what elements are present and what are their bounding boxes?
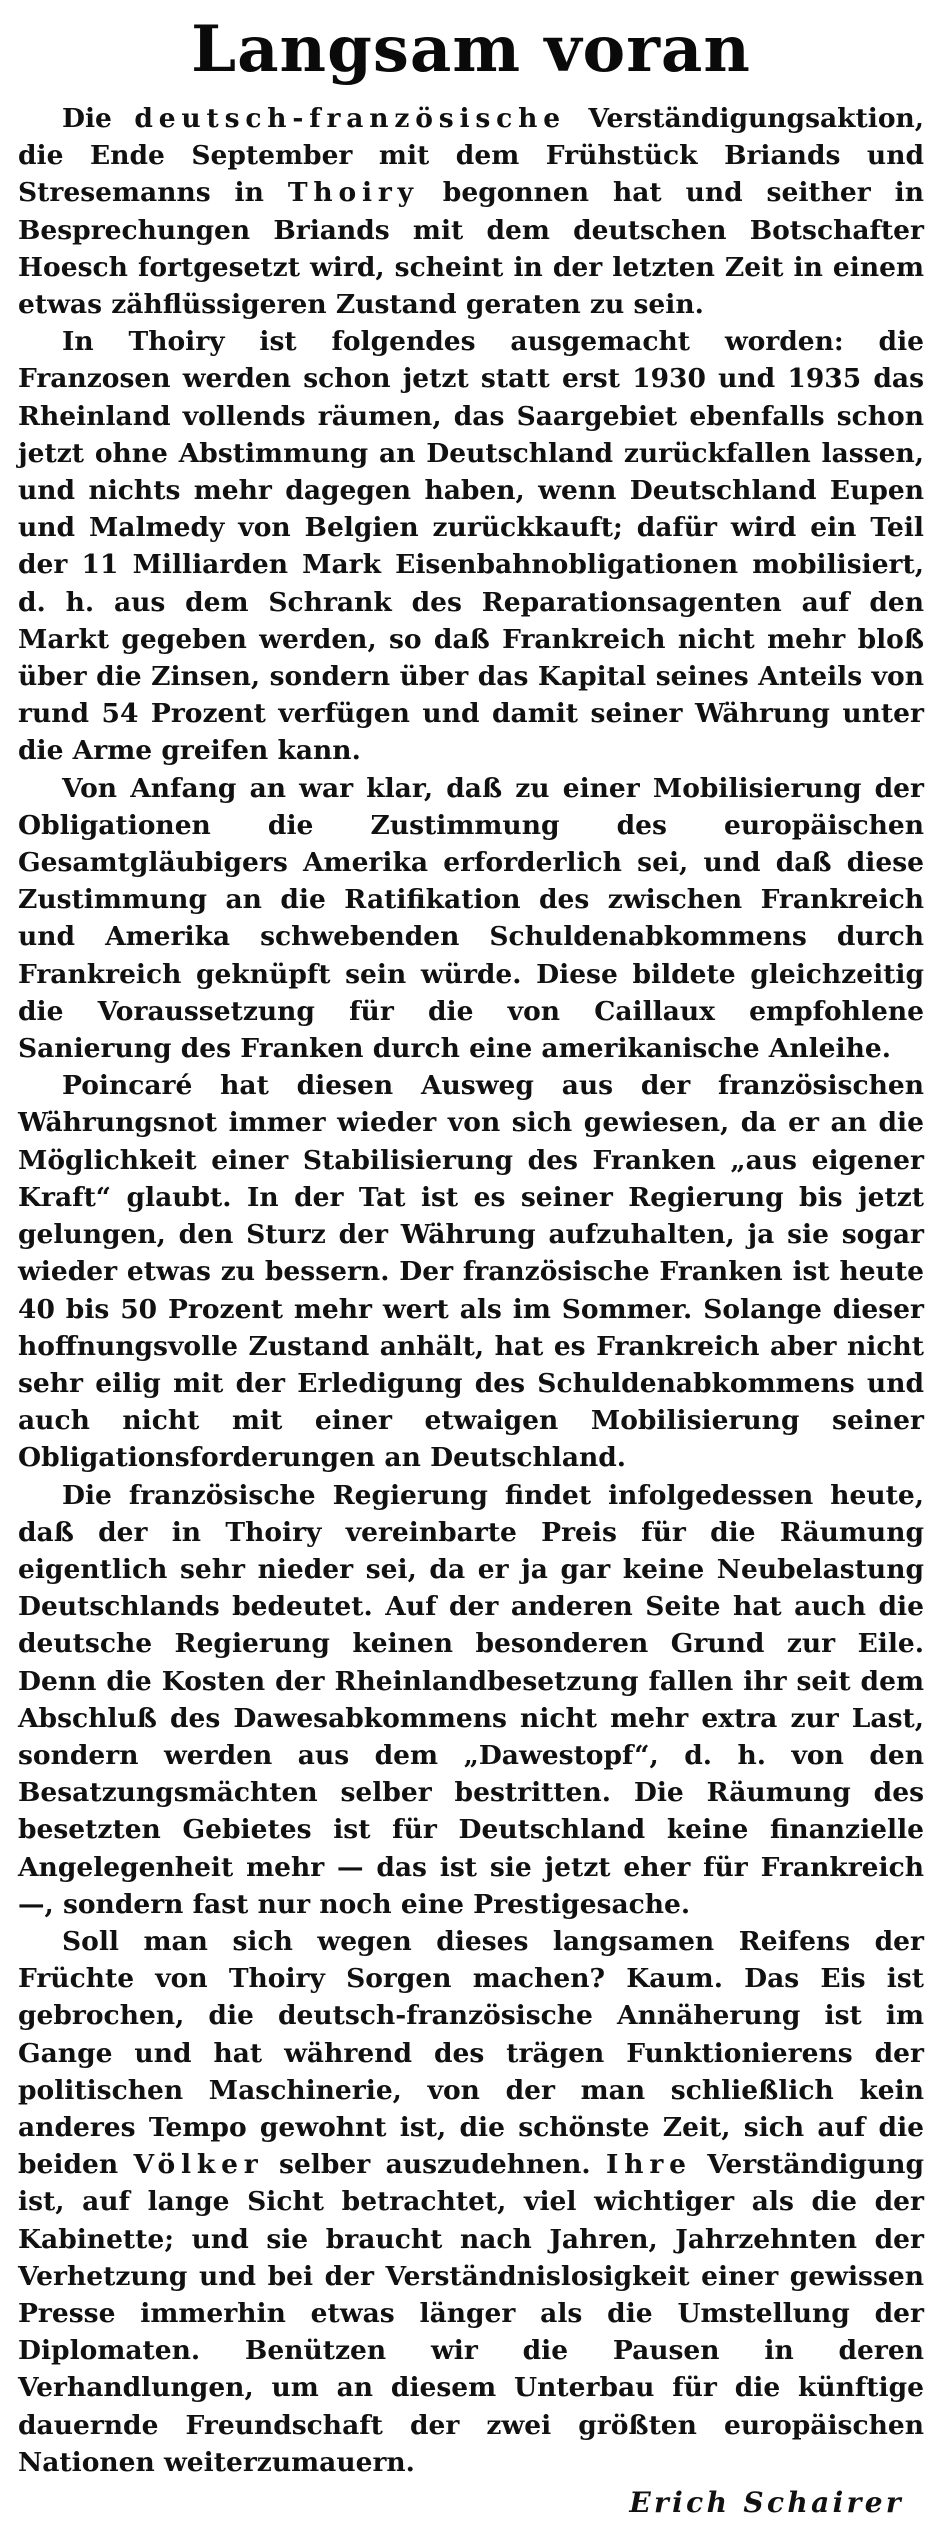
article-paragraph <box>18 323 924 769</box>
paragraph-text: Soll man sich wegen dieses langsamen Reifens der Früchte von Thoiry Sorgen machen? Kaum. Das Eis ist gebrochen, die deutsch-französische Annäherung ist im Gange und hat während des trägen Funktionierens der politischen Maschinerie, von der man schließlich kein anderes Tempo gewohnt ist, die schönste Zeit, sich auf die beiden <box>18 1925 924 2181</box>
paragraph-text: Die französische Regierung findet infolgedessen heute, daß der in Thoiry vereinbarte Preis für die Räumung eigentlich sehr nieder sei, da er ja gar keine Neubelastung Deutschlands bedeutet. Auf der anderen Seite hat auch die deutsche Regierung keinen besonderen Grund zur Eile. Denn die Kosten der Rheinlandbesetzung fallen ihr seit dem Abschluß des Dawesabkommens nicht mehr extra zur Last, sondern werden aus dem „Dawestopf“, d. h. von den Besatzungsmächten selber bestritten. Die Räumung des besetzten Gebietes ist für Deutschland keine finanzielle Angelegenheit mehr — das ist sie jetzt eher für Frankreich —, sondern fast nur noch eine Prestigesache. <box>18 1479 924 1920</box>
emphasized-spaced-text: Ihre <box>606 2149 692 2181</box>
paragraph-text: Verständigung ist, auf lange Sicht betrachtet, viel wichtiger als die der Kabinette; und sie braucht nach Jahren, Jahrzehnten der Verhetzung und bei der Verständnislosigkeit einer gewissen Presse immerhin etwas länger als die Umstellung der Diplomaten. Benützen wir die Pausen in deren Verhandlungen, um an diesem Unterbau für die künftige dauernde Freundschaft der zwei größten europäischen Nationen weiterzumauern. <box>18 2149 925 2478</box>
paragraph-text: Poincaré hat diesen Ausweg aus der französischen Währungsnot immer wieder von sich gewiesen, da er an die Möglichkeit einer Stabilisierung des Franken „aus eigener Kraft“ glaubt. In der Tat ist es seiner Regierung bis jetzt gelungen, den Sturz der Währung aufzuhalten, ja sie sogar wieder etwas zu bessern. Der französische Franken ist heute 40 bis 50 Prozent mehr wert als im Sommer. Solange dieser hoffnungsvolle Zustand anhält, hat es Frankreich aber nicht sehr eilig mit der Erledigung des Schuldenabkommens und auch nicht mit einer etwaigen Mobilisierung seiner Obligationsforderungen an Deutschland. <box>18 1070 924 1474</box>
article-paragraph <box>18 1067 924 1476</box>
paragraph-text: Von Anfang an war klar, daß zu einer Mobilisierung der Obligationen die Zustimmung des europäischen Gesamtgläubigers Amerika erforderlich sei, und daß diese Zustimmung an die Ratifikation des zwischen Frankreich und Amerika schwebenden Schuldenabkommens durch Frankreich geknüpft sein würde. Diese bildete gleichzeitig die Voraussetzung für die von Caillaux empfohlene Sanierung des Franken durch eine amerikanische Anleihe. <box>18 772 924 1065</box>
article-headline: Langsam voran <box>191 12 751 87</box>
article-paragraph <box>18 1923 924 2481</box>
article-body <box>18 100 924 2481</box>
paragraph-text: selber auszudehnen. <box>263 2149 607 2181</box>
article-paragraph <box>18 770 924 1068</box>
paragraph-text: Verständigungsaktion, die Ende September mit dem Frühstück Briands und Stresemanns in <box>18 103 925 209</box>
paragraph-text: Die <box>62 103 135 134</box>
emphasized-spaced-text: deutsch-französische <box>134 103 566 134</box>
author-signature: Erich Schairer <box>629 2486 904 2519</box>
emphasized-spaced-text: Thoiry <box>287 177 419 209</box>
paragraph-text: begonnen hat und seither in Besprechungen Briands mit dem deutschen Botschafter Hoesch fortgesetzt wird, scheint in der letzten Zeit in einem etwas zähflüssigeren Zustand geraten zu sein. <box>18 177 924 321</box>
paragraph-text: In Thoiry ist folgendes ausgemacht worden: die Franzosen werden schon jetzt statt erst 1930 und 1935 das Rheinland vollends räumen, das Saargebiet ebenfalls schon jetzt ohne Abstimmung an Deutschland zurückfallen lassen, und nichts mehr dagegen haben, wenn Deutschland Eupen und Malmedy von Belgien zurückkauft; dafür wird ein Teil der 11 Milliarden Mark Eisenbahnobligationen mobilisiert, d. h. aus dem Schrank des Reparationsagenten auf den Markt gegeben werden, so daß Frankreich nicht mehr bloß über die Zinsen, sondern über das Kapital seines Anteils von rund 54 Prozent verfügen und damit seiner Währung unter die Arme greifen kann. <box>18 326 924 767</box>
newspaper-article <box>18 6 925 2519</box>
emphasized-spaced-text: Völker <box>133 2149 264 2181</box>
article-paragraph <box>18 1477 924 1923</box>
article-paragraph <box>18 100 924 323</box>
